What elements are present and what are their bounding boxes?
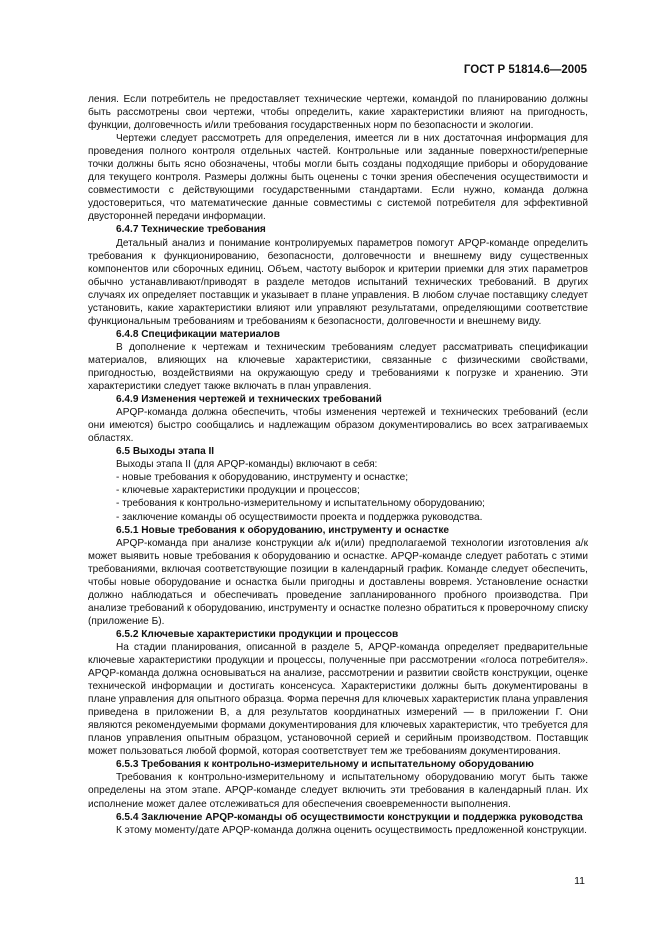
list-item: - новые требования к оборудованию, инструменту и оснастке; — [116, 472, 409, 484]
document-header: ГОСТ Р 51814.6—2005 — [463, 64, 587, 76]
paragraph: APQP-команда должна обеспечить, чтобы изменения чертежей и технических требований (если они имеются) быстро сообщались и надлежащим образом документировались во всех затрагиваемых областях. — [88, 407, 588, 445]
paragraph: Требования к контрольно-измерительному и испытательному оборудованию могут быть также определены на этом этапе. APQP-команде следует включить эти требования в календарный план. Их исполнение может далее отслеживаться для обеспечения своевременности выполнения. — [88, 772, 588, 810]
paragraph: К этому моменту/дате APQP-команда должна оценить осуществимость предложенной конструкции. — [116, 824, 587, 836]
paragraph: ления. Если потребитель не предоставляет технические чертежи, командой по планированию должны быть рассмотрены свои чертежи, чтобы определить, какие характеристики влияют на пригодность, функции, долговечность и/или требования государственных норм по безопасности и экологии. — [88, 94, 588, 132]
section-heading: 6.5.4 Заключение APQP-команды об осуществимости конструкции и поддержка руководства — [116, 811, 583, 823]
section-heading: 6.5.3 Требования к контрольно-измерительному и испытательному оборудованию — [116, 759, 534, 771]
page-number: 11 — [574, 875, 585, 887]
document-body — [88, 93, 588, 837]
paragraph: Чертежи следует рассмотреть для определения, имеется ли в них достаточная информация для проведения полного контроля отдельных частей. Контрольные или заданные поверхности/реперные точки должны быть ясно обозначены, чтобы могли быть созданы подходящие приборы и оборудование для текущего контроля. Размеры должны быть оценены с точки зрения обеспечения осуществимости и совместимости с действующими государственными стандартами. Если нужно, команда должна удостовериться, что математические данные совместимы с системой потребителя для эффективной двусторонней передачи информации. — [88, 133, 588, 223]
section-heading: 6.4.7 Технические требования — [116, 224, 266, 236]
section-heading: 6.4.9 Изменения чертежей и технических требований — [116, 394, 382, 406]
section-heading: 6.5.2 Ключевые характеристики продукции и процессов — [116, 628, 399, 640]
paragraph: Детальный анализ и понимание контролируемых параметров помогут APQP-команде определить требования к функционированию, безопасности, долговечности и внешнему виду существенных компонентов или сборочных единиц. Объем, частоту выборок и критерии приемки для этих параметров обычно устанавливают/приводят в разделе методов испытаний технических требований. В других случаях их определяет поставщик и указывает в плане управления. В любом случае поставщику следует установить, какие характеристики влияют или управляют результатами, определяющими соответствие функциональным требованиям и требованиям к безопасности, долговечности и внешнему виду. — [88, 237, 588, 327]
section-heading: 6.5 Выходы этапа II — [116, 446, 215, 458]
list-item: - требования к контрольно-измерительному и испытательному оборудованию; — [116, 498, 485, 510]
section-heading: 6.4.8 Спецификации материалов — [116, 328, 280, 340]
section-heading: 6.5.1 Новые требования к оборудованию, инструменту и оснастке — [116, 524, 449, 536]
list-item: - ключевые характеристики продукции и процессов; — [116, 485, 360, 497]
paragraph: На стадии планирования, описанной в разделе 5, APQP-команда определяет предварительные ключевые характеристики продукции и процессы, полученные при рассмотрении «голоса потребителя». APQP-команда должна основываться на анализе, рассмотрении и развитии свойств конструкции, оценке технической информации и достигать консенсуса. Характеристики должны быть документированы в плане управления для опытного образца. Форма перечня для ключевых характеристик плана управления приведена в приложении В, а для результатов координатных измерений — в приложении Г. Они являются рекомендуемыми формами документирования для ключевых характеристик, что требуется для планов управления опытным образцом, установочной серией и серийным производством. Поставщик может пользоваться любой формой, которая соответствует тем же требованиям документирования. — [88, 641, 588, 758]
paragraph: Выходы этапа II (для APQP-команды) включают в себя: — [116, 459, 378, 471]
paragraph: APQP-команда при анализе конструкции а/к и(или) предполагаемой технологии изготовления а/к может выявить новые требования к оборудованию и оснастке. APQP-команде следует работать с этими требованиями, включая соответствующие позиции в календарный график. Команде следует обеспечить, чтобы новые оборудование и оснастка были пригодны и доставлены вовремя. Установление оснастки должно наблюдаться и обеспечивать проведение запланированного пробного производства. При анализе требований к оборудованию, инструменту и оснастке полезно обратиться к проверочному списку (приложение Б). — [88, 537, 588, 627]
paragraph: В дополнение к чертежам и техническим требованиям следует рассматривать спецификации материалов, влияющих на ключевые характеристики, связанные с физическими свойствами, пригодностью, воздействиями на окружающую среду и требованиями к погрузке и хранению. Эти характеристики следует также включать в план управления. — [88, 341, 588, 393]
list-item: - заключение команды об осуществимости проекта и поддержка руководства. — [116, 511, 483, 523]
